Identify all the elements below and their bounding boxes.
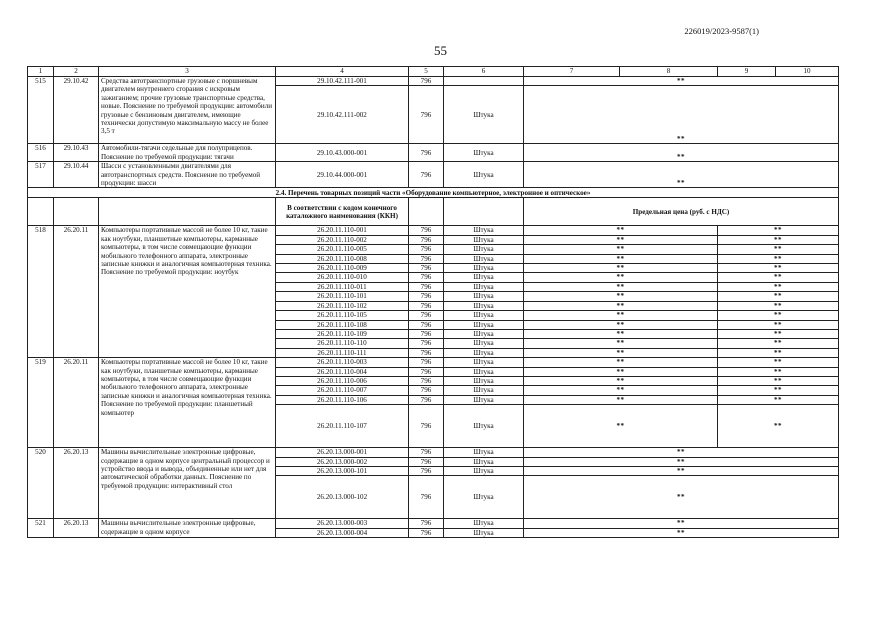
table-row [28, 144, 839, 162]
okei-code: 796 [409, 367, 444, 376]
document-registration-number: 226019/2023-9587(1) [684, 26, 759, 36]
column-number: 4 [276, 67, 409, 77]
okei-code: 796 [409, 358, 444, 367]
table-row [28, 358, 839, 367]
ktru-code: 29.10.42.111-002 [276, 86, 409, 144]
unit-name: Штука [444, 358, 524, 367]
ktru-code: 29.10.43.000-001 [276, 144, 409, 162]
okpd2-code: 29.10.43 [54, 144, 99, 162]
ktru-code: 26.20.11.110-110 [276, 339, 409, 348]
section-title: 2.4. Перечень товарных позиций части «Оборудование компьютерное, электронное и оптическое» [28, 188, 839, 198]
price-limit: ** [718, 358, 839, 367]
okei-code: 796 [409, 273, 444, 282]
okpd2-code: 29.10.44 [54, 162, 99, 188]
price-limit: ** [524, 358, 718, 367]
price-limit-table [27, 66, 839, 538]
okei-code: 796 [409, 448, 444, 457]
unit-name: Штука [444, 144, 524, 162]
price-limit: ** [718, 273, 839, 282]
price-limit: ** [718, 367, 839, 376]
price-limit: ** [524, 448, 839, 457]
price-limit: ** [524, 329, 718, 338]
price-limit: ** [718, 254, 839, 263]
price-limit: ** [524, 405, 718, 448]
ktru-code: 26.20.11.110-007 [276, 386, 409, 395]
blank-cell [54, 198, 99, 226]
page-number: 55 [434, 43, 447, 58]
ktru-code: 26.20.13.000-102 [276, 476, 409, 519]
position-number: 517 [28, 162, 54, 188]
unit-name: Штука [444, 395, 524, 404]
blank-cell [99, 198, 276, 226]
price-limit: ** [524, 320, 718, 329]
okei-code: 796 [409, 292, 444, 301]
ktru-code: 26.20.11.110-008 [276, 254, 409, 263]
position-number: 521 [28, 519, 54, 538]
ktru-code: 26.20.11.110-003 [276, 358, 409, 367]
okei-code: 796 [409, 376, 444, 385]
ktru-code: 26.20.11.110-002 [276, 235, 409, 244]
unit-name: Штука [444, 476, 524, 519]
column-number: 7 [524, 67, 620, 77]
table-row [28, 162, 839, 188]
okei-code: 796 [409, 457, 444, 466]
price-limit: ** [718, 339, 839, 348]
unit-name: Штука [444, 348, 524, 357]
ktru-code: 26.20.13.000-001 [276, 448, 409, 457]
unit-name: Штука [444, 254, 524, 263]
ktru-code: 26.20.13.000-101 [276, 466, 409, 475]
okpd2-code: 26.20.11 [54, 226, 99, 358]
unit-name: Штука [444, 386, 524, 395]
blank-cell [444, 198, 524, 226]
price-limit: ** [524, 476, 839, 519]
unit-name: Штука [444, 282, 524, 291]
price-limit: ** [718, 264, 839, 273]
ktru-code: 26.20.11.110-108 [276, 320, 409, 329]
okei-code: 796 [409, 329, 444, 338]
position-number: 520 [28, 448, 54, 519]
price-limit: ** [524, 226, 718, 235]
ktru-code: 26.20.11.110-006 [276, 376, 409, 385]
price-limit: ** [524, 235, 718, 244]
price-limit: ** [524, 528, 839, 537]
price-limit: ** [718, 311, 839, 320]
okei-code: 796 [409, 86, 444, 144]
unit-name: Штука [444, 162, 524, 188]
okei-code: 796 [409, 282, 444, 291]
unit-name: Штука [444, 301, 524, 310]
unit-name: Штука [444, 235, 524, 244]
table-row [28, 226, 839, 235]
unit-name: Штука [444, 311, 524, 320]
unit-name: Штука [444, 226, 524, 235]
position-number: 518 [28, 226, 54, 358]
unit-name: Штука [444, 466, 524, 475]
okei-code: 796 [409, 528, 444, 537]
price-limit: ** [524, 519, 839, 528]
ktru-code: 26.20.11.110-009 [276, 264, 409, 273]
blank-cell [409, 198, 444, 226]
price-limit: ** [524, 144, 839, 162]
product-description: Компьютеры портативные массой не более 10 кг, такие как ноутбуки, планшетные компьютеры, карманные компьютеры, в том числе совмещающие функции мобильного телефонного аппарата, электронные записные книжки и аналогичная компьютерная техника. Пояснение по требуемой продукции: ноутбук [99, 226, 276, 358]
product-description: Шасси с установленными двигателями для автотранспортных средств. Пояснение по требуемой продукции: шасси [99, 162, 276, 188]
unit-name: Штука [444, 367, 524, 376]
column-number: 2 [54, 67, 99, 77]
price-limit: ** [524, 386, 718, 395]
price-limit: ** [524, 376, 718, 385]
ktru-code: 26.20.13.000-004 [276, 528, 409, 537]
price-limit: ** [524, 457, 839, 466]
ktru-code: 26.20.11.110-111 [276, 348, 409, 357]
okei-code: 796 [409, 235, 444, 244]
column-number: 9 [718, 67, 776, 77]
ktru-column-heading: В соответствии с кодом конечного каталожного наименования (ККН) [276, 198, 409, 226]
price-limit: ** [524, 282, 718, 291]
price-limit: ** [524, 311, 718, 320]
unit-name: Штука [444, 448, 524, 457]
okei-code: 796 [409, 226, 444, 235]
ktru-code: 26.20.11.110-004 [276, 367, 409, 376]
position-number: 516 [28, 144, 54, 162]
okpd2-code: 26.20.11 [54, 358, 99, 448]
unit-name: Штука [444, 320, 524, 329]
unit-name: Штука [444, 528, 524, 537]
price-limit: ** [718, 320, 839, 329]
price-limit: ** [524, 348, 718, 357]
position-number: 515 [28, 77, 54, 144]
unit-name: Штука [444, 292, 524, 301]
column-number: 3 [99, 67, 276, 77]
price-limit: ** [524, 162, 839, 188]
okei-code: 796 [409, 519, 444, 528]
price-limit: ** [718, 386, 839, 395]
unit-name: Штука [444, 339, 524, 348]
column-number: 6 [444, 67, 524, 77]
price-limit: ** [718, 292, 839, 301]
column-number: 1 [28, 67, 54, 77]
ktru-code: 26.20.11.110-109 [276, 329, 409, 338]
okei-code: 796 [409, 245, 444, 254]
unit-name: Штука [444, 405, 524, 448]
price-limit: ** [524, 77, 839, 86]
okei-code: 796 [409, 77, 444, 86]
ktru-code: 26.20.11.110-010 [276, 273, 409, 282]
okei-code: 796 [409, 264, 444, 273]
okei-code: 796 [409, 395, 444, 404]
unit-name [444, 77, 524, 86]
unit-name: Штука [444, 264, 524, 273]
okei-code: 796 [409, 348, 444, 357]
column-number: 10 [776, 67, 839, 77]
price-limit: ** [524, 245, 718, 254]
unit-name: Штука [444, 273, 524, 282]
price-limit: ** [718, 376, 839, 385]
ktru-code: 29.10.44.000-001 [276, 162, 409, 188]
ktru-code: 26.20.13.000-002 [276, 457, 409, 466]
price-limit: ** [524, 254, 718, 263]
okei-code: 796 [409, 320, 444, 329]
unit-name: Штука [444, 329, 524, 338]
ktru-code: 26.20.11.110-105 [276, 311, 409, 320]
price-limit: ** [718, 405, 839, 448]
product-description: Машины вычислительные электронные цифровые, содержащие в одном корпусе [99, 519, 276, 538]
price-limit: ** [718, 395, 839, 404]
position-number: 519 [28, 358, 54, 448]
price-limit: ** [524, 301, 718, 310]
subheader-row [28, 198, 839, 226]
unit-name: Штука [444, 376, 524, 385]
section-row [28, 188, 839, 198]
price-limit: ** [524, 292, 718, 301]
okei-code: 796 [409, 339, 444, 348]
okei-code: 796 [409, 254, 444, 263]
okei-code: 796 [409, 144, 444, 162]
product-description: Средства автотранспортные грузовые с поршневым двигателем внутреннего сгорания с искровым зажиганием; прочие грузовые транспортные средства, новые. Пояснение по требуемой продукции: автомобили грузовые с бензиновым двигателем, имеющие технически допустимую максимальную массу не более 3,5 т [99, 77, 276, 144]
table-row [28, 448, 839, 457]
ktru-code: 26.20.11.110-102 [276, 301, 409, 310]
product-description: Автомобили-тягачи седельные для полуприцепов. Пояснение по требуемой продукции: тягачи [99, 144, 276, 162]
price-limit: ** [524, 264, 718, 273]
blank-cell [28, 198, 54, 226]
okei-code: 796 [409, 301, 444, 310]
price-limit: ** [718, 329, 839, 338]
table-row [28, 519, 839, 528]
price-limit: ** [718, 245, 839, 254]
column-number: 8 [620, 67, 718, 77]
price-limit: ** [524, 86, 839, 144]
product-description: Компьютеры портативные массой не более 10 кг, такие как ноутбуки, планшетные компьютеры, карманные компьютеры, в том числе совмещающие функции мобильного телефонного аппарата, электронные записные книжки и аналогичная компьютерная техника. Пояснение по требуемой продукции: планшетный компьютер [99, 358, 276, 448]
column-number-row [28, 67, 839, 77]
okei-code: 796 [409, 162, 444, 188]
unit-name: Штука [444, 245, 524, 254]
price-limit: ** [524, 273, 718, 282]
price-limit: ** [718, 348, 839, 357]
price-limit: ** [718, 282, 839, 291]
ktru-code: 26.20.11.110-011 [276, 282, 409, 291]
okei-code: 796 [409, 405, 444, 448]
ktru-code: 26.20.13.000-003 [276, 519, 409, 528]
price-limit: ** [524, 339, 718, 348]
okpd2-code: 26.20.13 [54, 448, 99, 519]
price-limit: ** [524, 395, 718, 404]
price-limit: ** [718, 226, 839, 235]
column-number: 5 [409, 67, 444, 77]
unit-name: Штука [444, 519, 524, 528]
unit-name: Штука [444, 457, 524, 466]
ktru-code: 26.20.11.110-001 [276, 226, 409, 235]
price-limit: ** [718, 301, 839, 310]
ktru-code: 26.20.11.110-107 [276, 405, 409, 448]
unit-name: Штука [444, 86, 524, 144]
price-limit: ** [524, 367, 718, 376]
ktru-code: 29.10.42.111-001 [276, 77, 409, 86]
okpd2-code: 26.20.13 [54, 519, 99, 538]
price-limit: ** [524, 466, 839, 475]
price-column-heading: Предельная цена (руб. с НДС) [524, 198, 839, 226]
okei-code: 796 [409, 311, 444, 320]
price-limit: ** [718, 235, 839, 244]
ktru-code: 26.20.11.110-106 [276, 395, 409, 404]
table-row [28, 77, 839, 86]
okpd2-code: 29.10.42 [54, 77, 99, 144]
okei-code: 796 [409, 476, 444, 519]
ktru-code: 26.20.11.110-005 [276, 245, 409, 254]
ktru-code: 26.20.11.110-101 [276, 292, 409, 301]
okei-code: 796 [409, 386, 444, 395]
product-description: Машины вычислительные электронные цифровые, содержащие в одном корпусе центральный процессор и устройство ввода и вывода, объединенные или нет для автоматической обработки данных. Пояснение по требуемой продукции: интерактивный стол [99, 448, 276, 519]
okei-code: 796 [409, 466, 444, 475]
